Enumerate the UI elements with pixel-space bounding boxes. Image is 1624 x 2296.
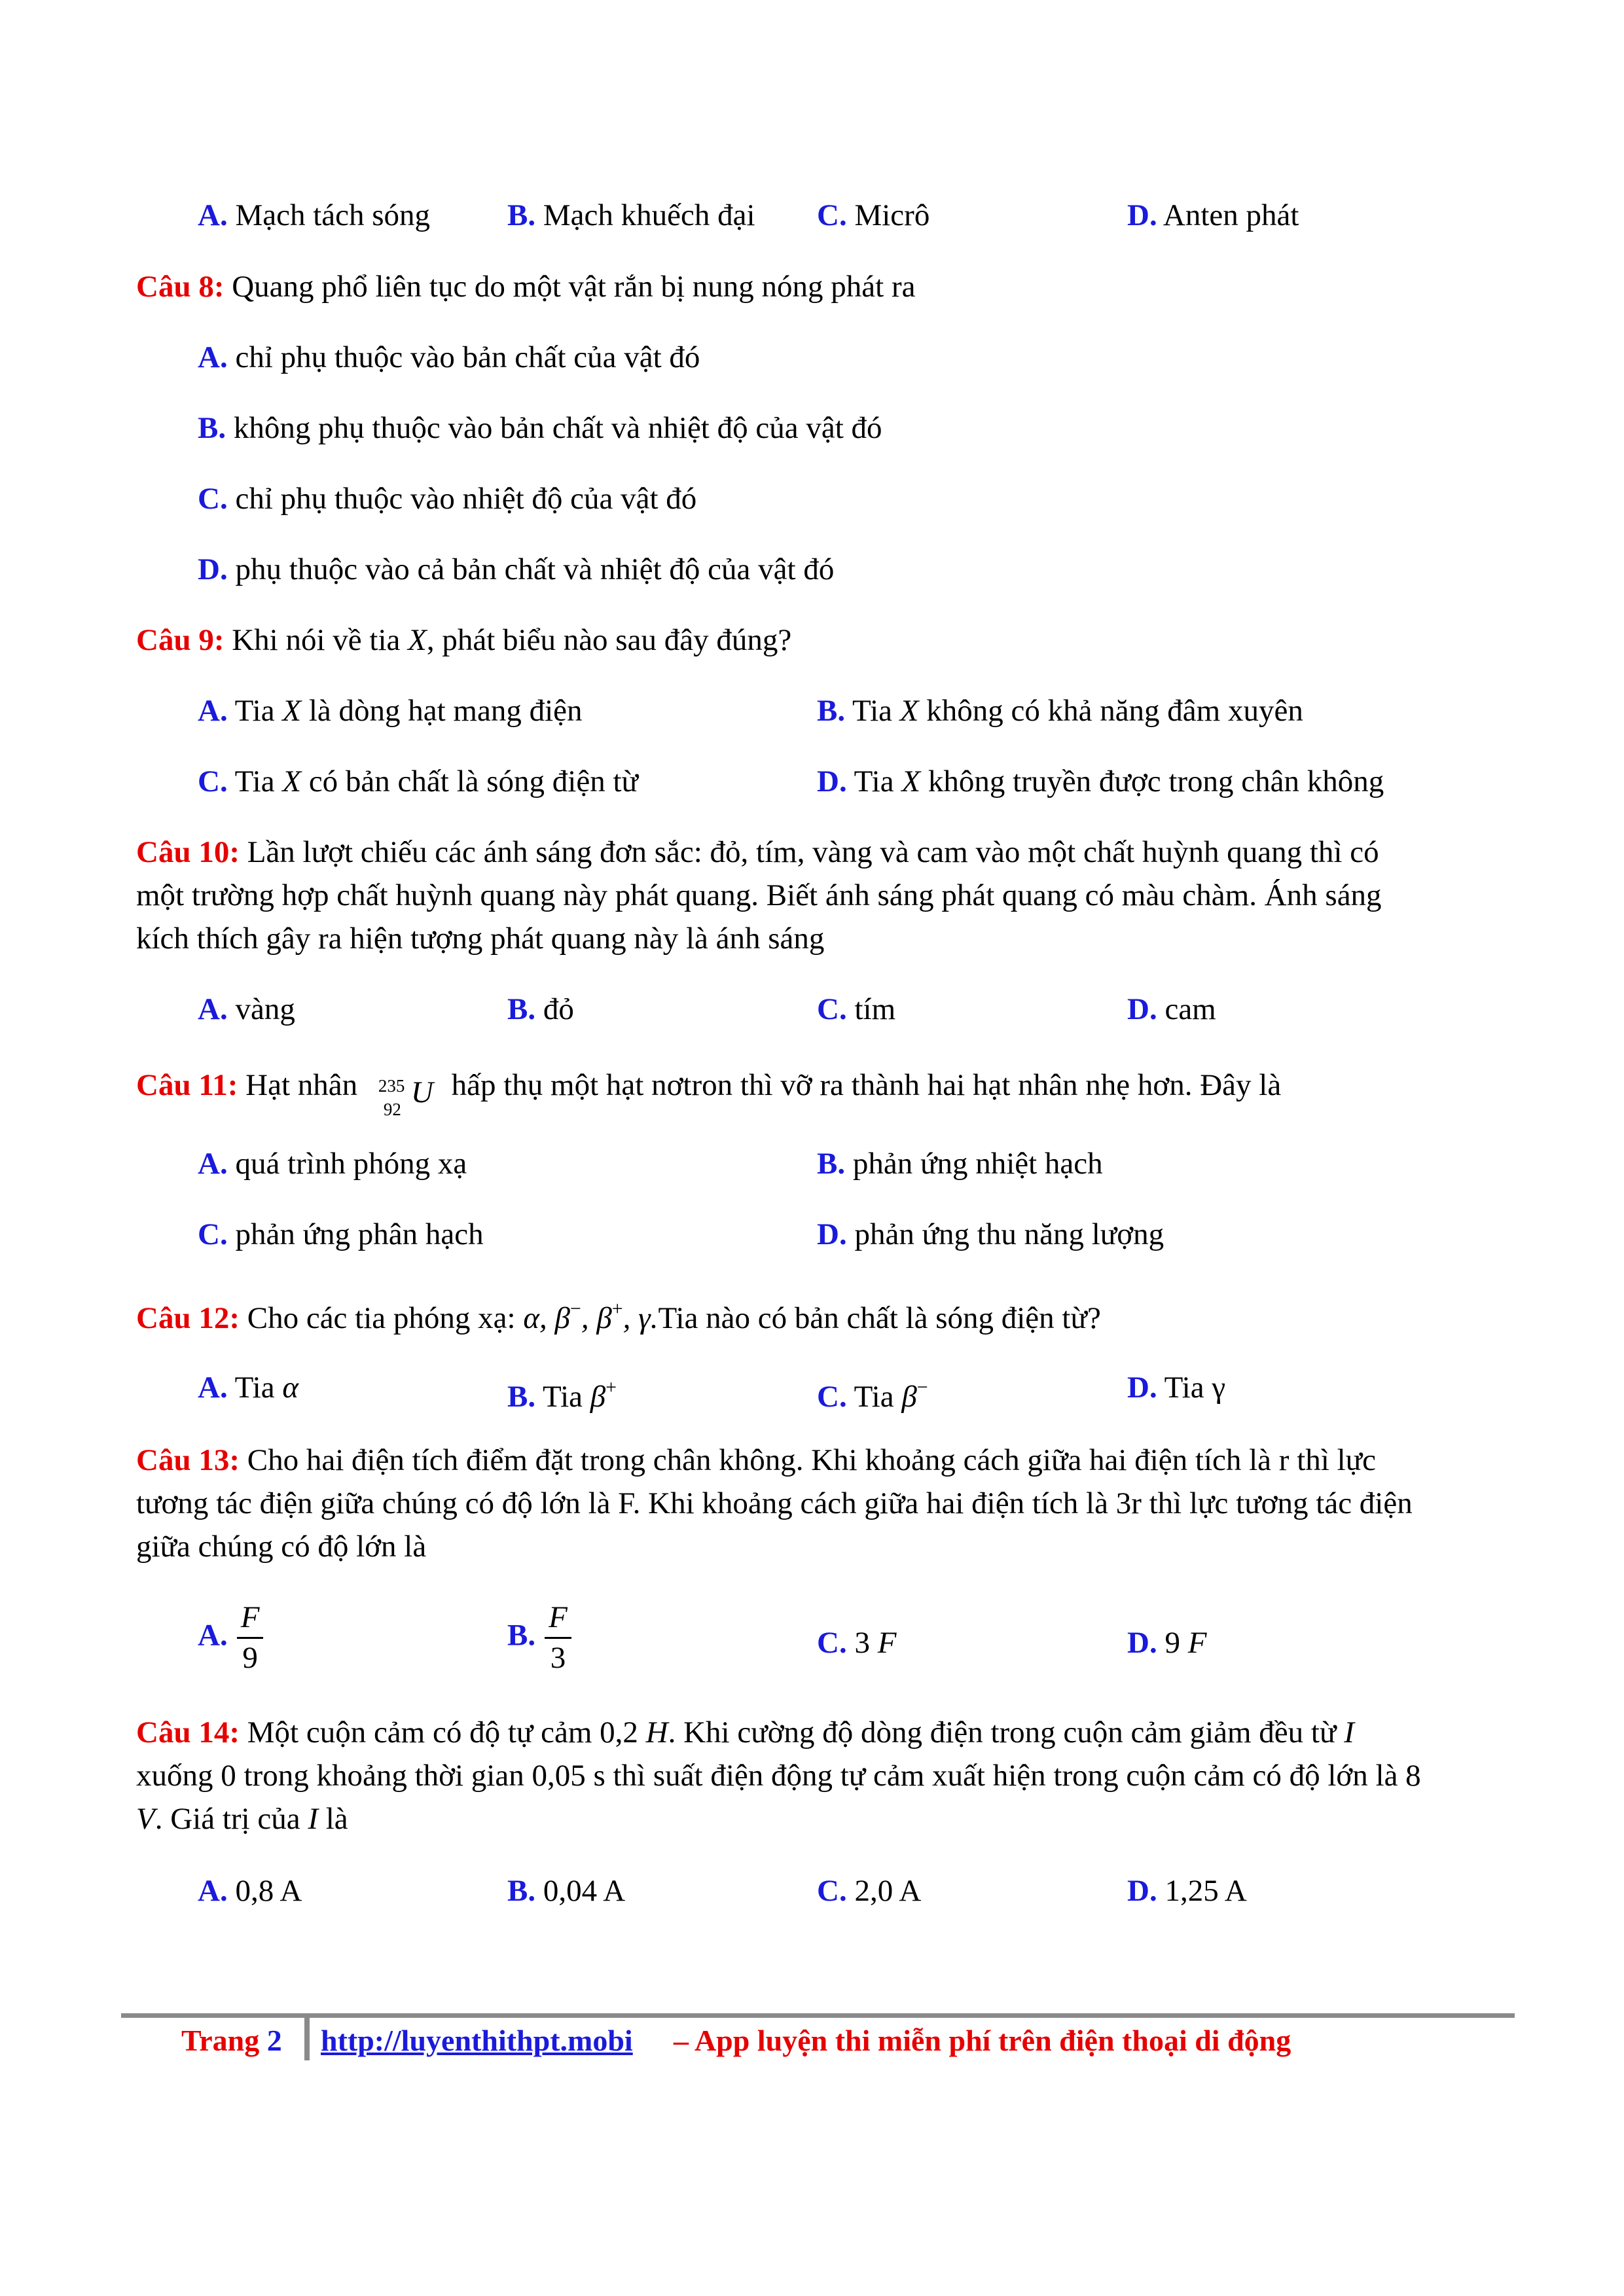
- q11-option-b: B. phản ứng nhiệt hạch: [817, 1147, 1103, 1181]
- q12-stem: Câu 12: Cho các tia phóng xạ: α, β−, β+, γ.Tia nào có bản chất là sóng điện từ?: [136, 1298, 1101, 1335]
- q13-option-b: B. $\frac{F}{3}$: [507, 1602, 571, 1674]
- q9-option-b: B. Tia X không có khả năng đâm xuyên: [817, 694, 1303, 728]
- footer-divider: [304, 2018, 310, 2060]
- q10-stem-line3: kích thích gây ra hiện tượng phát quang này là ánh sáng: [136, 922, 825, 956]
- q14-option-d: D. 1,25 A: [1127, 1874, 1247, 1908]
- q8-option-a: A. chỉ phụ thuộc vào bản chất của vật đó: [198, 340, 700, 374]
- q12-option-c: C. Tia β−: [817, 1376, 928, 1414]
- q13-option-d: D. 9 F: [1127, 1626, 1207, 1660]
- q10-option-b: B. đỏ: [507, 992, 574, 1026]
- q13-stem-line3: giữa chúng có độ lớn là: [136, 1530, 427, 1564]
- q8-option-d: D. phụ thuộc vào cả bản chất và nhiệt độ của vật đó: [198, 552, 835, 586]
- fraction-f-over-9: $\frac{F}{9}$: [237, 1602, 264, 1674]
- q14-option-a: A. 0,8 A: [198, 1874, 302, 1908]
- q9-option-c: C. Tia X có bản chất là sóng điện từ: [198, 764, 638, 798]
- q11-stem: Câu 11: Hạt nhân 235 92 U hấp thụ một hạt nơtron thì vỡ ra thành hai hạt nhân nhẹ hơn. Đây là: [136, 1068, 1282, 1120]
- q11-option-a: A. quá trình phóng xạ: [198, 1147, 467, 1181]
- q11-option-c: C. phản ứng phân hạch: [198, 1217, 484, 1251]
- q8-option-c: C. chỉ phụ thuộc vào nhiệt độ của vật đó: [198, 482, 697, 516]
- q7-option-b: B. Mạch khuếch đại: [507, 198, 755, 232]
- q12-option-d: D. Tia γ: [1127, 1371, 1226, 1405]
- q14-stem-line2: xuống 0 trong khoảng thời gian 0,05 s thì suất điện động tự cảm xuất hiện trong cuộn cảm có độ lớn là 8: [136, 1759, 1421, 1793]
- q14-option-c: C. 2,0 A: [817, 1874, 922, 1908]
- q10-option-d: D. cam: [1127, 992, 1216, 1026]
- q14-stem-line3: V. Giá trị của I là: [136, 1802, 348, 1836]
- q12-option-a: A. Tia α: [198, 1371, 299, 1405]
- q13-option-c: C. 3 F: [817, 1626, 897, 1660]
- q10-option-c: C. tím: [817, 992, 896, 1026]
- q12-option-b: B. Tia β+: [507, 1376, 617, 1414]
- q10-stem-line2: một trường hợp chất huỳnh quang này phát quang. Biết ánh sáng phát quang có màu chàm. Ánh sáng: [136, 878, 1382, 912]
- q9-stem: Câu 9: Khi nói về tia X, phát biểu nào sau đây đúng?: [136, 623, 792, 657]
- q8-option-b: B. không phụ thuộc vào bản chất và nhiệt độ của vật đó: [198, 411, 882, 445]
- q7-option-c: C. Micrô: [817, 198, 930, 232]
- footer-link[interactable]: http://luyenthithpt.mobi: [321, 2024, 633, 2057]
- q7-option-a: A. Mạch tách sóng: [198, 198, 431, 232]
- q14-stem-line1: Câu 14: Một cuộn cảm có độ tự cảm 0,2 H. Khi cường độ dòng điện trong cuộn cảm giảm đều từ I: [136, 1715, 1354, 1749]
- q13-stem-line1: Câu 13: Cho hai điện tích điểm đặt trong chân không. Khi khoảng cách giữa hai điện tích là r thì lực: [136, 1443, 1376, 1477]
- uranium-nuclide: 235 92 U: [378, 1075, 433, 1120]
- footer-tagline: – App luyện thi miễn phí trên điện thoại di động: [674, 2024, 1291, 2057]
- q9-option-d: D. Tia X không truyền được trong chân không: [817, 764, 1384, 798]
- q10-option-a: A. vàng: [198, 992, 295, 1026]
- fraction-f-over-3: $\frac{F}{3}$: [545, 1602, 571, 1674]
- footer-rule: [121, 2013, 1515, 2018]
- q9-option-a: A. Tia X là dòng hạt mang điện: [198, 694, 583, 728]
- q14-option-b: B. 0,04 A: [507, 1874, 626, 1908]
- q11-option-d: D. phản ứng thu năng lượng: [817, 1217, 1164, 1251]
- q7-option-d: D. Anten phát: [1127, 198, 1299, 232]
- q8-stem: Câu 8: Quang phổ liên tục do một vật rắn bị nung nóng phát ra: [136, 270, 916, 304]
- q13-stem-line2: tương tác điện giữa chúng có độ lớn là F. Khi khoảng cách giữa hai điện tích là 3r thì lực tương tác điện: [136, 1486, 1413, 1520]
- page-number: Trang 2: [181, 2024, 282, 2057]
- q10-stem-line1: Câu 10: Lần lượt chiếu các ánh sáng đơn sắc: đỏ, tím, vàng và cam vào một chất huỳnh quang thì có: [136, 835, 1379, 869]
- q13-option-a: A. $\frac{F}{9}$: [198, 1602, 263, 1674]
